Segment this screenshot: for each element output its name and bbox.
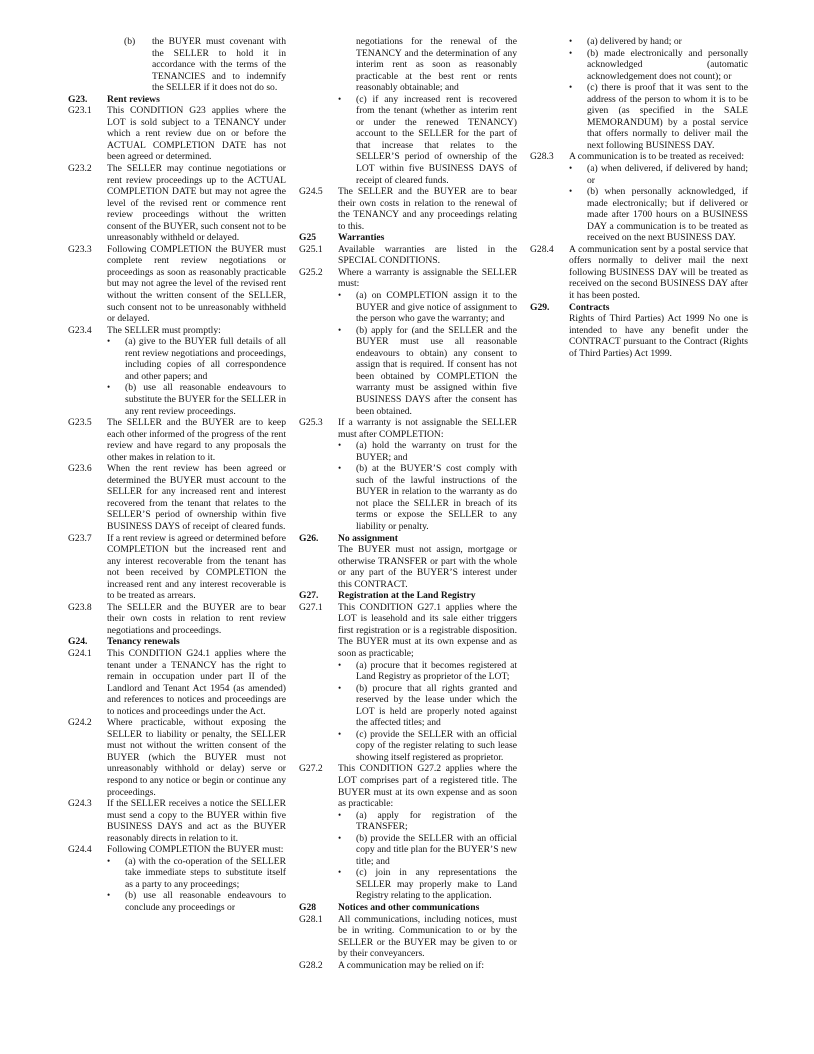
clause-number: G28.2 bbox=[299, 959, 323, 971]
heading-text: Warranties bbox=[338, 232, 385, 244]
bullet-list bbox=[299, 440, 517, 532]
bullet-item bbox=[299, 867, 517, 902]
clause-number: G26. bbox=[299, 532, 319, 544]
bullet-item bbox=[530, 82, 748, 151]
column-right bbox=[530, 36, 748, 359]
bullet-text: (b) at the BUYER’S cost comply with such of the lawful instructions of the BUYER in relation to the warranty as do not place the SELLER in breach of its terms or expose the SELLER to any liability or penalty. bbox=[356, 463, 517, 532]
bullet-glyph: • bbox=[338, 809, 342, 820]
bullet-text: (c) there is proof that it was sent to the address of the person to whom it is to be given (as specified in the SALE MEMORANDUM) by a postal service that offers normally to deliver mail the next following BUSINESS DAY. bbox=[587, 82, 748, 151]
clause-number: G27.1 bbox=[299, 601, 323, 613]
section-heading bbox=[68, 94, 286, 106]
clause-number: G25.2 bbox=[299, 266, 323, 278]
bullet-text: (c) provide the SELLER with an official copy of the register relating to such lease showing itself registered as proprietor. bbox=[356, 728, 517, 763]
clause-number: G28.4 bbox=[530, 243, 554, 255]
bullet-glyph: • bbox=[569, 163, 573, 174]
bullet-glyph: • bbox=[338, 867, 342, 878]
bullet-glyph: • bbox=[569, 47, 573, 58]
bullet-item bbox=[299, 463, 517, 532]
column-left bbox=[68, 36, 286, 914]
clause-text: The SELLER must promptly: bbox=[107, 324, 221, 336]
bullet-item bbox=[299, 683, 517, 729]
clause-text: If the SELLER receives a notice the SELLER must send a copy to the BUYER within five BUSINESS DAYS and act as the BUYER reasonably directs in relation to it. bbox=[107, 798, 286, 844]
clause-text: Where a warranty is assignable the SELLER must: bbox=[338, 266, 517, 290]
clause bbox=[299, 267, 517, 290]
bullet-text: (c) join in any representations the SELLER may properly make to Land Registry relating to the application. bbox=[356, 867, 517, 902]
heading-text: No assignment bbox=[338, 532, 398, 544]
bullet-item bbox=[299, 810, 517, 833]
bullet-glyph: • bbox=[338, 440, 342, 451]
bullet-item bbox=[68, 336, 286, 382]
bullet-list bbox=[299, 290, 517, 417]
bullet-item bbox=[299, 833, 517, 868]
clause-text: Where practicable, without exposing the SELLER to liability or penalty, the SELLER must not without the written consent of the BUYER (which the BUYER must not unreasonably withhold or delay) serve or respond to any notice or begin or continue any proceedings. bbox=[107, 717, 286, 798]
clause-text: This CONDITION G24.1 applies where the tenant under a TENANCY has the right to remain in occupation under part II of the Landlord and Tenant Act 1954 (as amended) and references to notices and proceedings are to notices and proceedings under the Act. bbox=[107, 647, 286, 717]
bullet-glyph: • bbox=[338, 463, 342, 474]
clause-text: The SELLER and the BUYER are to bear their own costs in relation to the renewal of the TENANCY and any proceedings relating to this. bbox=[338, 186, 517, 232]
clause-text: The SELLER and the BUYER are to keep each other informed of the progress of the rent review and have regard to any proposals the other makes in relation to it. bbox=[107, 417, 286, 463]
clause-text: Available warranties are listed in the SPECIAL CONDITIONS. bbox=[338, 243, 517, 267]
bullet-glyph: • bbox=[338, 659, 342, 670]
clause-number: G27.2 bbox=[299, 763, 323, 775]
heading-text: Notices and other communications bbox=[338, 902, 480, 914]
clause bbox=[68, 244, 286, 325]
section-heading bbox=[68, 636, 286, 648]
bullet-list bbox=[299, 810, 517, 902]
section-heading bbox=[299, 533, 517, 545]
clause-number: G24.3 bbox=[68, 798, 92, 810]
clause-number: G23.2 bbox=[68, 163, 92, 175]
sub-clause-label: (b) bbox=[124, 36, 136, 47]
clause bbox=[299, 244, 517, 267]
clause-number: G24.4 bbox=[68, 844, 92, 856]
sub-clause-text: the BUYER must covenant with the SELLER to hold it in accordance with the terms of the TENANCIES and to indemnify the SELLER if it does not do so. bbox=[152, 36, 286, 94]
section-heading bbox=[299, 590, 517, 602]
bullet-item bbox=[530, 36, 748, 48]
clause bbox=[68, 533, 286, 602]
clause-number: G25.3 bbox=[299, 417, 323, 429]
clause bbox=[68, 844, 286, 856]
paragraph: The BUYER must not assign, mortgage or otherwise TRANSFER or part with the whole or any part of the BUYER’S interest under this CONTRACT. bbox=[338, 544, 517, 590]
bullet-item bbox=[530, 48, 748, 83]
clause-number: G24.2 bbox=[68, 717, 92, 729]
bullet-list bbox=[530, 36, 748, 151]
bullet-text: (a) hold the warranty on trust for the BUYER; and bbox=[356, 440, 517, 463]
clause-text: If a rent review is agreed or determined before COMPLETION but the increased rent and any interest recoverable from the tenant has not been received by COMPLETION the increased rent and any interest recoverable is to be treated as arrears. bbox=[107, 532, 286, 602]
clause-text: The SELLER may continue negotiations or rent review proceedings up to the ACTUAL COMPLETION DATE but may not agree the level of the revised rent or commence rent review proceedings without the written consent of the BUYER, such consent not to be unreasonably withheld or delayed. bbox=[107, 163, 286, 244]
clause-number: G23.3 bbox=[68, 243, 92, 255]
bullet-text: (b) apply for (and the SELLER and the BUYER must use all reasonable endeavours to obtain) any consent to assign that is required. If consent has not been obtained by COMPLETION the warranty must be assigned within five BUSINESS DAYS after the consent has been obtained. bbox=[356, 324, 517, 417]
clause-text: Following COMPLETION the BUYER must: bbox=[107, 844, 284, 856]
clause bbox=[530, 244, 748, 302]
bullet-text: (a) procure that it becomes registered at Land Registry as proprietor of the LOT; bbox=[356, 659, 517, 683]
clause-number: G24.1 bbox=[68, 647, 92, 659]
bullet-item bbox=[299, 440, 517, 463]
bullet-glyph: • bbox=[338, 93, 342, 104]
bullet-item bbox=[299, 94, 517, 186]
clause-number: G23.4 bbox=[68, 324, 92, 336]
clause-text: When the rent review has been agreed or determined the BUYER must account to the SELLER for any increased rent and interest recovered from the tenant that relates to the SELLER’S period of ownership within five BUSINESS DAYS of receipt of cleared funds. bbox=[107, 463, 286, 532]
paragraph: Rights of Third Parties) Act 1999 No one is intended to have any benefit under the CONTRACT pursuant to the Contract (Rights of Third Parties) Act 1999. bbox=[569, 313, 748, 359]
clause-number: G29. bbox=[530, 301, 550, 313]
bullet-glyph: • bbox=[569, 82, 573, 93]
clause bbox=[68, 105, 286, 163]
section-heading bbox=[530, 302, 748, 314]
bullet-text: (b) procure that all rights granted and reserved by the lease under which the LOT is held are properly noted against the affected titles; and bbox=[356, 682, 517, 729]
bullet-text: (b) when personally acknowledged, if made electronically; but if delivered or made after 1700 hours on a BUSINESS DAY a communication is to be treated as received on the next BUSINESS DAY. bbox=[587, 186, 748, 244]
clause-number: G28.1 bbox=[299, 913, 323, 925]
bullet-text: (a) delivered by hand; or bbox=[587, 36, 682, 47]
bullet-glyph: • bbox=[338, 682, 342, 693]
clause-number: G28 bbox=[299, 902, 317, 914]
bullet-list bbox=[68, 336, 286, 417]
bullet-item bbox=[299, 660, 517, 683]
clause bbox=[68, 325, 286, 337]
clause-number: G25.1 bbox=[299, 243, 323, 255]
heading-text: Rent reviews bbox=[107, 93, 160, 105]
bullet-item bbox=[68, 382, 286, 417]
clause bbox=[68, 602, 286, 637]
sub-clause bbox=[68, 36, 286, 94]
bullet-glyph: • bbox=[107, 382, 111, 393]
bullet-glyph: • bbox=[107, 890, 111, 901]
bullet-glyph: • bbox=[338, 832, 342, 843]
clause-text: A communication sent by a postal service that offers normally to deliver mail the next following BUSINESS DAY will be treated as received on the second BUSINESS DAY after it has been posted. bbox=[569, 243, 748, 302]
bullet-item bbox=[299, 729, 517, 764]
clause-text: This CONDITION G23 applies where the LOT is sold subject to a TENANCY under which a rent review due on or before the ACTUAL COMPLETION DATE has not been agreed or determined. bbox=[107, 105, 286, 163]
bullet-text: (b) provide the SELLER with an official copy and title plan for the BUYER’S new title; and bbox=[356, 832, 517, 867]
heading-text: Tenancy renewals bbox=[107, 636, 180, 648]
clause-number: G23.8 bbox=[68, 601, 92, 613]
clause bbox=[68, 717, 286, 798]
clause-number: G28.3 bbox=[530, 151, 554, 163]
clause-text: Following COMPLETION the BUYER must complete rent review negotiations or proceedings as soon as reasonably practicable but may not agree the level of the revised rent without the written consent of the SELLER, such consent not to be unreasonably withheld or delayed. bbox=[107, 243, 286, 325]
bullet-list bbox=[299, 660, 517, 764]
clause-text: If a warranty is not assignable the SELLER must after COMPLETION: bbox=[338, 417, 517, 440]
bullet-text: (a) with the co-operation of the SELLER take immediate steps to substitute itself as a party to any proceedings; bbox=[125, 855, 286, 890]
heading-text: Contracts bbox=[569, 301, 610, 313]
bullet-text: (b) use all reasonable endeavours to substitute the BUYER for the SELLER in any rent review proceedings. bbox=[125, 382, 286, 417]
clause bbox=[299, 186, 517, 232]
clause-text: This CONDITION G27.2 applies where the LOT comprises part of a registered title. The BUYER must at its own expense and as soon as practicable: bbox=[338, 763, 517, 810]
bullet-glyph: • bbox=[338, 324, 342, 335]
bullet-text: (b) made electronically and personally acknowledged (automatic acknowledgement does not count); or bbox=[587, 47, 748, 82]
clause-number: G23.6 bbox=[68, 463, 92, 475]
clause-text: All communications, including notices, must be in writing. Communication to or by the SELLER or the BUYER may be given to or by their conveyancers. bbox=[338, 913, 517, 960]
bullet-text: (a) apply for registration of the TRANSFER; bbox=[356, 809, 517, 833]
bullet-text: (a) on COMPLETION assign it to the BUYER and give notice of assignment to the person who gave the warranty; and bbox=[356, 290, 517, 325]
bullet-glyph: • bbox=[107, 336, 111, 347]
clause-number: G24. bbox=[68, 636, 88, 648]
bullet-item bbox=[299, 290, 517, 325]
clause-number: G23. bbox=[68, 93, 88, 105]
heading-text: Registration at the Land Registry bbox=[338, 590, 476, 602]
clause bbox=[299, 960, 517, 972]
bullet-item bbox=[68, 890, 286, 913]
clause bbox=[299, 417, 517, 440]
clause bbox=[530, 151, 748, 163]
clause bbox=[68, 648, 286, 717]
clause-number: G25 bbox=[299, 232, 317, 244]
bullet-list bbox=[299, 94, 517, 186]
bullet-list bbox=[530, 163, 748, 244]
clause bbox=[299, 602, 517, 660]
bullet-glyph: • bbox=[338, 290, 342, 301]
clause bbox=[299, 763, 517, 809]
section-heading bbox=[299, 232, 517, 244]
clause bbox=[68, 417, 286, 463]
clause-text: The SELLER and the BUYER are to bear their own costs in relation to rent review negotiations and proceedings. bbox=[107, 601, 286, 636]
bullet-item bbox=[68, 856, 286, 891]
clause-number: G23.1 bbox=[68, 105, 92, 117]
clause bbox=[68, 463, 286, 532]
clause-number: G23.7 bbox=[68, 532, 92, 544]
clause-number: G23.5 bbox=[68, 417, 92, 429]
bullet-list bbox=[68, 856, 286, 914]
clause bbox=[68, 798, 286, 844]
section-heading bbox=[299, 902, 517, 914]
bullet-text: (a) give to the BUYER full details of all rent review negotiations and proceedings, including copies of all correspondence and other papers; and bbox=[125, 336, 286, 382]
bullet-glyph: • bbox=[569, 186, 573, 197]
bullet-glyph: • bbox=[569, 36, 573, 46]
bullet-glyph: • bbox=[107, 855, 111, 866]
bullet-item bbox=[530, 163, 748, 186]
clause-number: G24.5 bbox=[299, 186, 323, 198]
clause bbox=[299, 914, 517, 960]
clause bbox=[68, 163, 286, 244]
clause-text: A communication may be relied on if: bbox=[338, 959, 484, 971]
paragraph: negotiations for the renewal of the TENANCY and the determination of any interim rent as soon as reasonably practicable at the best rent or rents reasonably obtainable; and bbox=[356, 36, 517, 94]
bullet-text: (c) if any increased rent is recovered from the tenant (whether as interim rent or under the renewed TENANCY) account to the SELLER for the part of that increase that relates to the SELLER’S period of ownership of the LOT within five BUSINESS DAYS of receipt of cleared funds. bbox=[356, 93, 517, 186]
bullet-glyph: • bbox=[338, 728, 342, 739]
column-middle bbox=[299, 36, 517, 971]
clause-text: A communication is to be treated as received: bbox=[569, 151, 745, 163]
bullet-item bbox=[299, 325, 517, 417]
bullet-text: (a) when delivered, if delivered by hand; or bbox=[587, 163, 748, 186]
clause-number: G27. bbox=[299, 590, 319, 602]
clause-text: This CONDITION G27.1 applies where the LOT is leasehold and its sale either triggers first registration or is a registrable disposition. The BUYER must at its own expense and as soon as practicable; bbox=[338, 601, 517, 659]
bullet-item bbox=[530, 186, 748, 244]
bullet-text: (b) use all reasonable endeavours to conclude any proceedings or bbox=[125, 890, 286, 914]
